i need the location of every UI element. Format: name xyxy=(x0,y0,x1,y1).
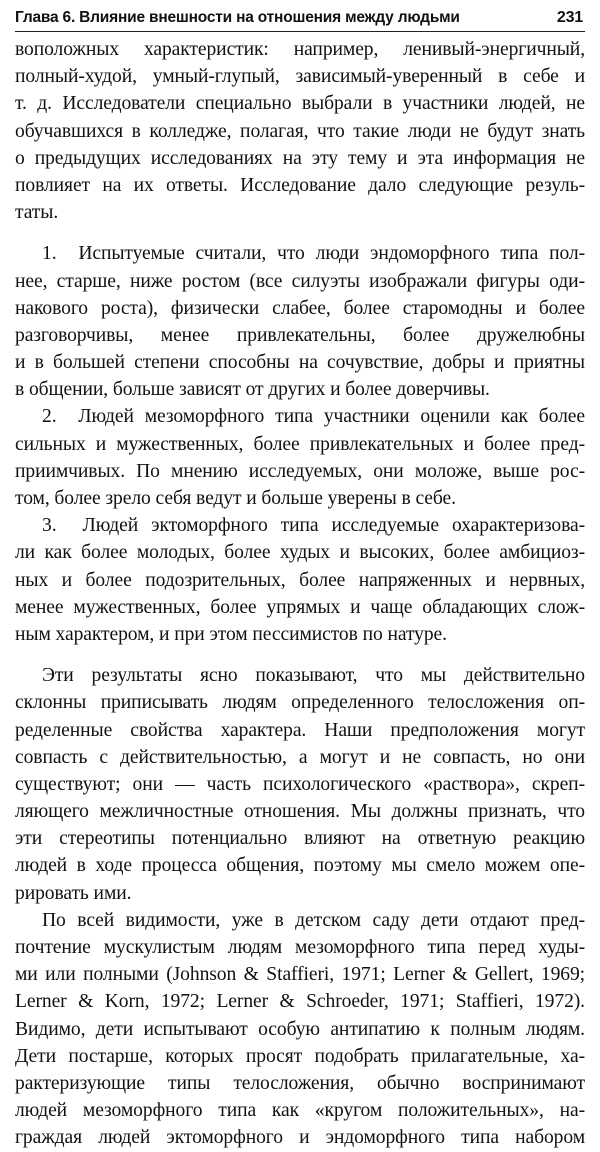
text-line: существуют; они — часть психологического «раствора», скреп- xyxy=(15,773,585,795)
text-line: ми или полными (Johnson & Staffieri, 1971; Lerner & Gellert, 1969; xyxy=(15,964,585,986)
text-line: том, более зрело себя ведут и больше уверены в себе. xyxy=(15,488,456,509)
list-item-2 xyxy=(15,403,585,512)
chapter-title: Глава 6. Влияние внешности на отношения между людьми xyxy=(15,9,460,26)
text-line: ределенные свойства характера. Наши предположения могут xyxy=(15,719,585,741)
list-number: 3. xyxy=(42,515,57,537)
page-body xyxy=(15,36,585,1152)
running-header xyxy=(15,6,585,30)
paragraph-children xyxy=(15,907,585,1152)
text-line: сильных и мужественных, более привлекательных и более пред- xyxy=(15,433,585,455)
text-line: ляющего межличностные отношения. Мы должны признать, что xyxy=(15,801,585,823)
text-line: рировать ими. xyxy=(15,882,132,904)
text-line: эти стереотипы потенциально влияют на ответную реакцию xyxy=(15,828,585,850)
text-line: 1. Испытуемые считали, что люди эндоморфного типа пол- xyxy=(42,243,585,265)
text-line: полный-худой, умный-глупый, зависимый-уверенный в себе и xyxy=(15,66,585,88)
text-line: и в большей степени способны на сочувствие, добры и приятны xyxy=(15,352,585,374)
text-line: приимчивых. По мнению исследуемых, они моложе, выше рос- xyxy=(15,460,585,482)
header-rule xyxy=(15,31,585,32)
paragraph-conclusion xyxy=(15,662,585,907)
text-line: обучавшихся в колледже, полагая, что такие люди не будут знать xyxy=(15,120,585,142)
text-line: совпасть с действительностью, а могут и не совпасть, но они xyxy=(15,746,585,768)
text-line: 3. Людей эктоморфного типа исследуемые охарактеризова- xyxy=(42,515,585,537)
text-line: Lerner & Korn, 1972; Lerner & Schroeder, 1971; Staffieri, 1972). xyxy=(15,991,585,1013)
list-number: 2. xyxy=(42,406,57,428)
text-line: воположных характеристик: например, ленивый-энергичный, xyxy=(15,39,585,60)
text-line: 2. Людей мезоморфного типа участники оценили как более xyxy=(42,406,585,428)
text-line: т. д. Исследователи специально выбрали в участники людей, не xyxy=(15,93,585,115)
text-line: ли как более молодых, более худых и высоких, более амбициоз- xyxy=(15,542,585,564)
text-line: менее мужественных, более упрямых и чаще обладающих слож- xyxy=(15,596,585,618)
text-line: граждая людей эктоморфного и эндоморфного типа набором xyxy=(15,1127,585,1149)
text-line: нее, старше, ниже ростом (все силуэты изображали фигуры оди- xyxy=(15,270,585,292)
text-line: повлияет на их ответы. Исследование дало следующие резуль- xyxy=(15,174,585,196)
text-line: склонны приписывать людям определенного телосложения оп- xyxy=(15,692,585,714)
text-line: Видимо, дети испытывают особую антипатию к полным людям. xyxy=(15,1018,585,1040)
list-item-3 xyxy=(15,512,585,648)
text-line: почтение мускулистым людям мезоморфного типа перед худы- xyxy=(15,937,585,958)
text-line: ных и более подозрительных, более напряженных и нервных, xyxy=(15,569,585,591)
text-line: накового роста), физически слабее, более старомодны и более xyxy=(15,297,585,319)
text-line: таты. xyxy=(15,202,59,224)
page-number: 231 xyxy=(556,9,583,26)
text-line: людей в ходе процесса общения, поэтому мы смело можем опе- xyxy=(15,855,585,877)
paragraph-intro xyxy=(15,36,585,226)
text-line: разговорчивы, менее привлекательны, более дружелюбны xyxy=(15,324,585,346)
list-item-1 xyxy=(15,240,585,403)
text-line: о предыдущих исследованиях на эту тему и эта информация не xyxy=(15,147,585,169)
text-line: Эти результаты ясно показывают, что мы действительно xyxy=(42,665,585,687)
list-number: 1. xyxy=(42,243,57,265)
text-line: рактеризующие типы телосложения, обычно воспринимают xyxy=(15,1072,585,1094)
text-line: По всей видимости, уже в детском саду дети отдают пред- xyxy=(42,909,585,931)
text-line: людей мезоморфного типа как «кругом положительных», на- xyxy=(15,1100,585,1122)
text-line: ным характером, и при этом пессимистов по натуре. xyxy=(15,623,447,645)
text-line: Дети постарше, которых просят подобрать прилагательные, ха- xyxy=(15,1045,585,1067)
text-line: в общении, больше зависят от других и более доверчивы. xyxy=(15,379,490,401)
